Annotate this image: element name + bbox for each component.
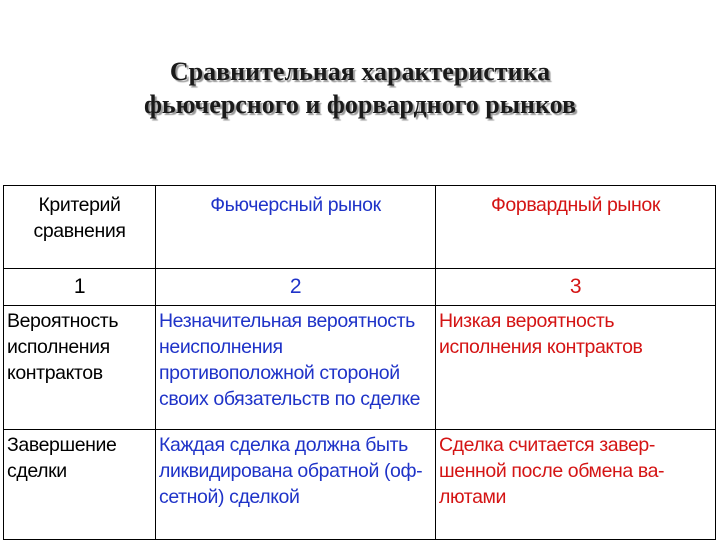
header-futures-market: Фьючерсный рынок: [156, 186, 436, 269]
slide-title: [0, 55, 720, 121]
header-forward-market: Форвардный рынок: [436, 186, 716, 269]
table-row: [4, 306, 716, 430]
column-number-1: 1: [4, 269, 156, 306]
row-forward-cell: Сделка считается завер- шенной после обмена ва- лютами: [436, 430, 716, 540]
header-criterion: Критерий сравнения: [4, 186, 156, 269]
row-futures-cell: Незначительная вероятность неисполнения противоположной стороной своих обязательств по сделке: [156, 306, 436, 430]
title-line-1: Сравнительная характеристика: [169, 57, 551, 86]
row-futures-cell: Каждая сделка должна быть ликвидирована обратной (оф- сетной) сделкой: [156, 430, 436, 540]
table-header-row: [4, 186, 716, 269]
column-number-3: 3: [436, 269, 716, 306]
comparison-table: [3, 185, 716, 540]
row-criterion-cell: Вероятность исполнения контрактов: [4, 306, 156, 430]
column-number-2: 2: [156, 269, 436, 306]
row-forward-cell: Низкая вероятность исполнения контрактов: [436, 306, 716, 430]
title-line-2: фьючерсного и форвардного рынков: [143, 90, 577, 119]
table-row: [4, 430, 716, 540]
row-criterion-cell: Завершение сделки: [4, 430, 156, 540]
column-number-row: [4, 269, 716, 306]
